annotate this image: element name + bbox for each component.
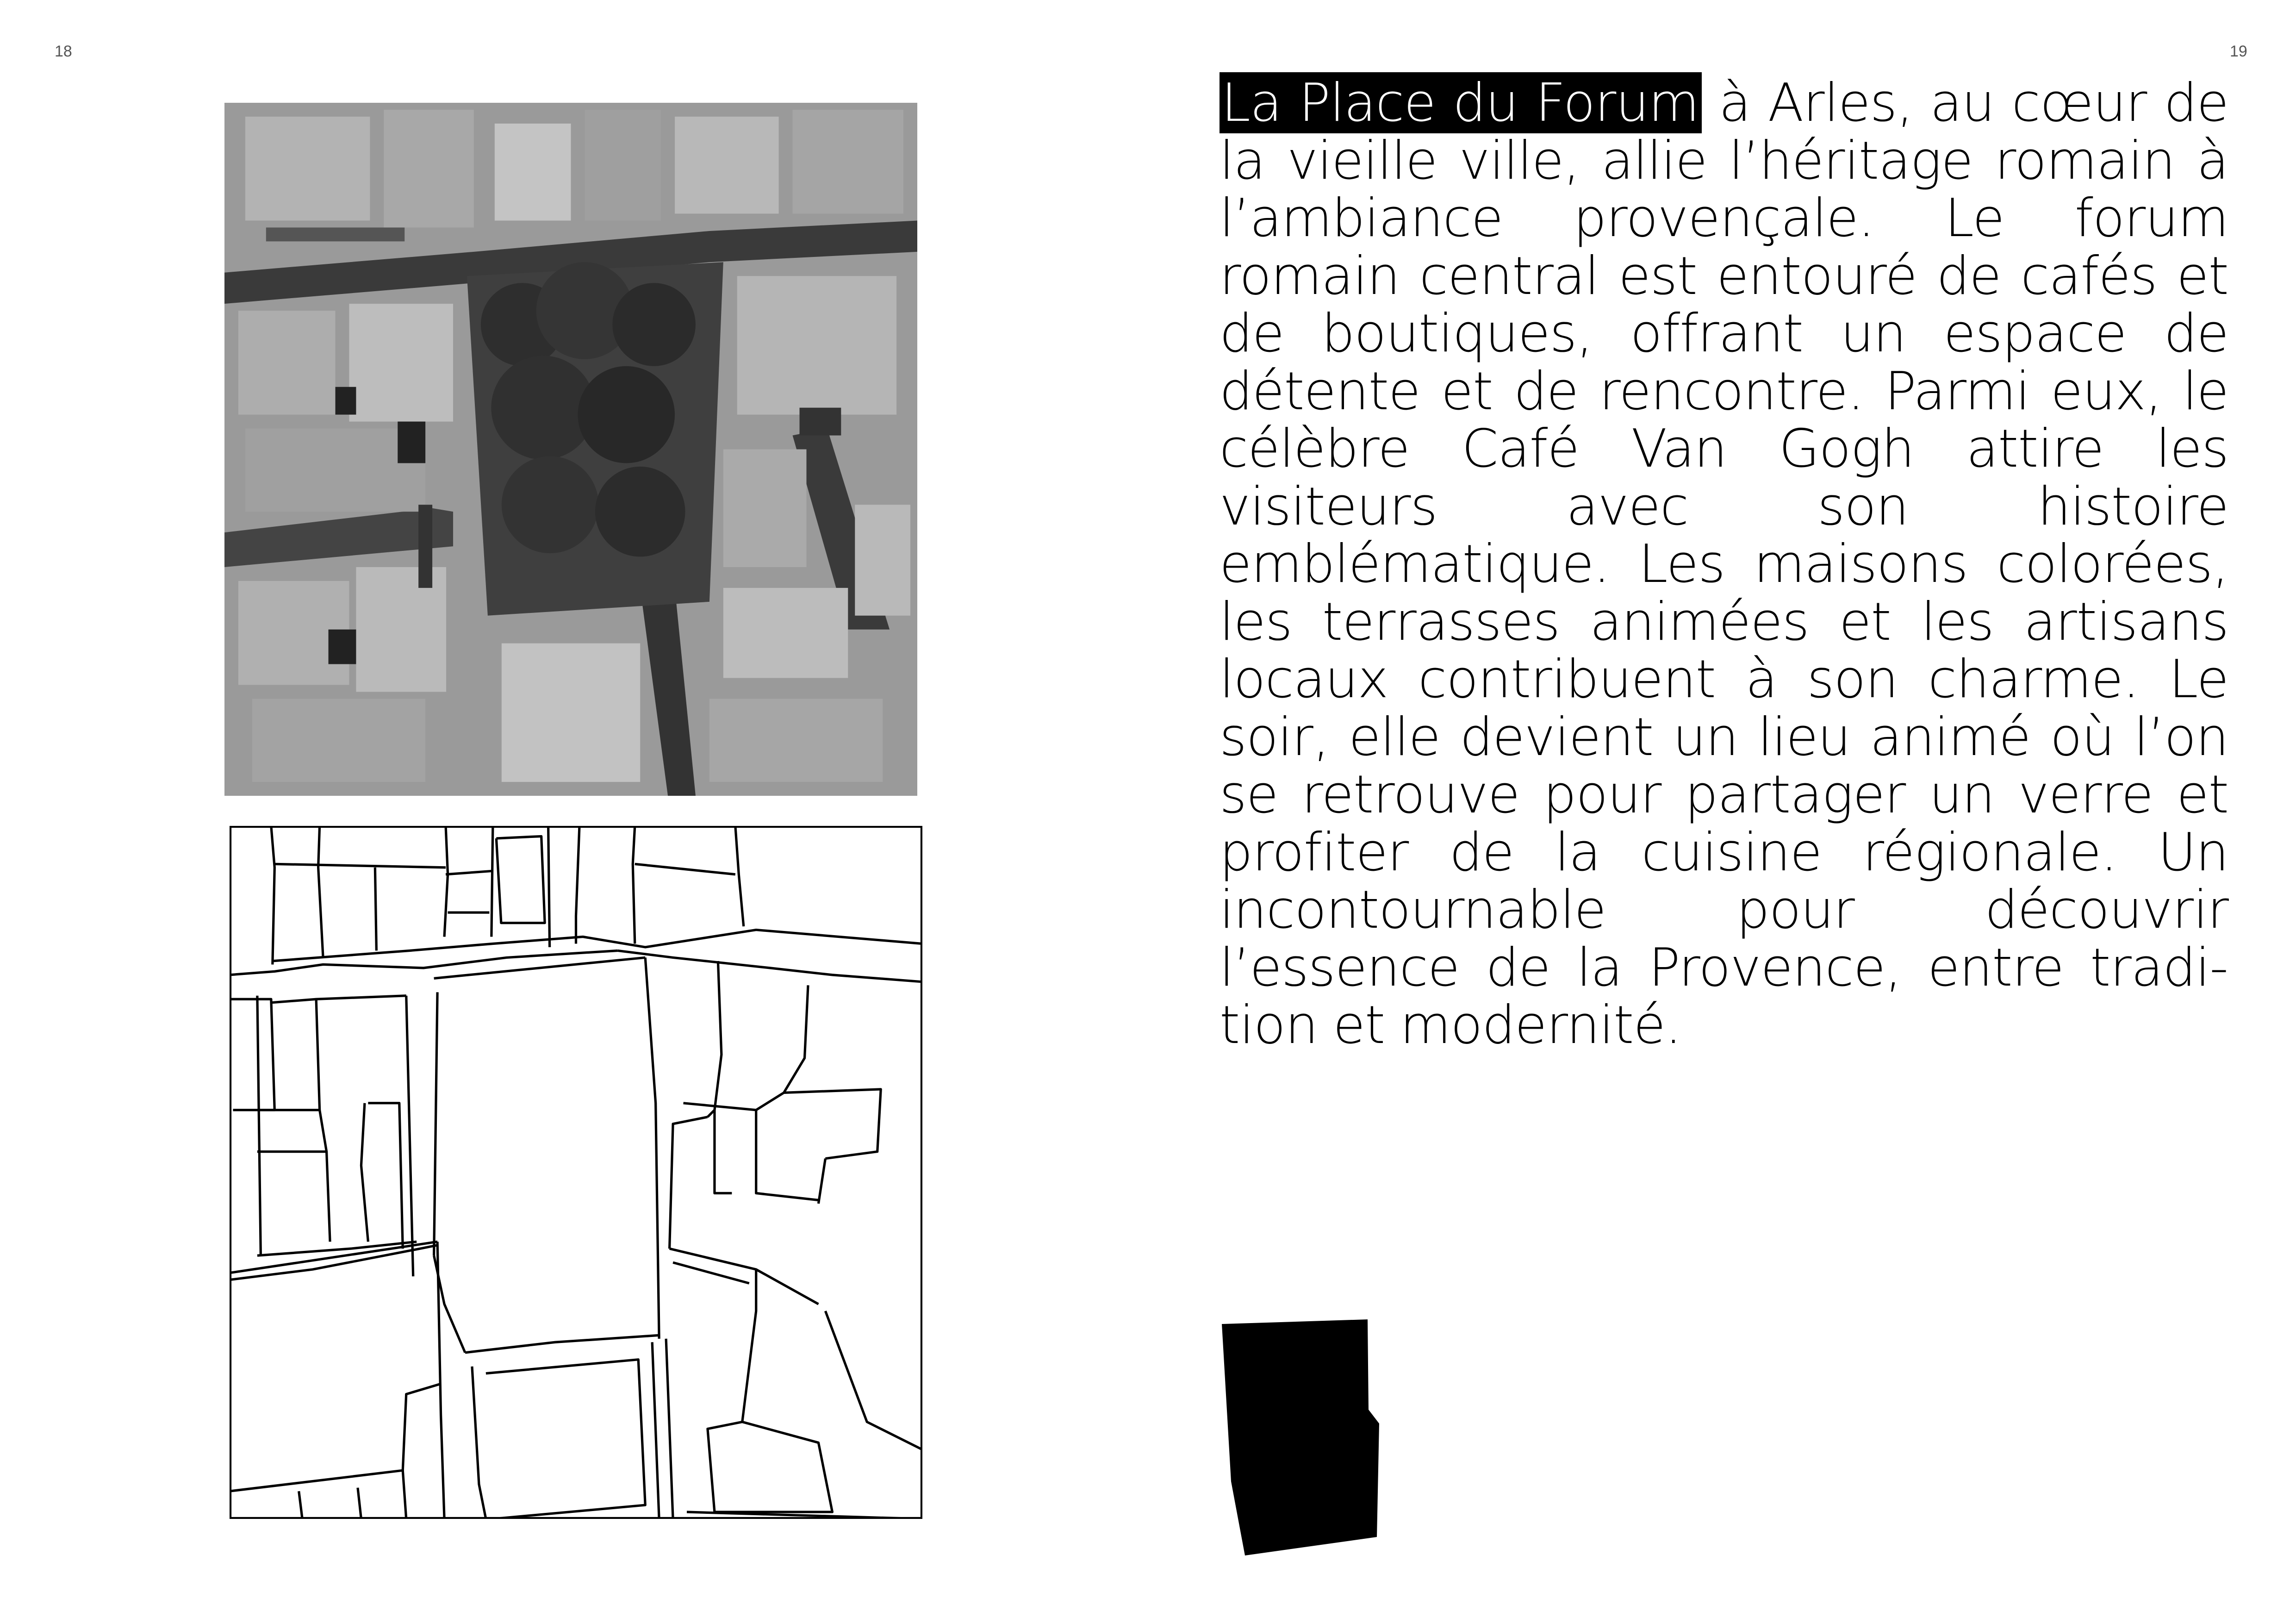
article-text: [1220, 74, 2228, 1054]
line-map: [230, 826, 922, 1519]
plan-silhouette-graphic: [1220, 1319, 1386, 1555]
left-page-number: 18: [55, 43, 72, 60]
aerial-photo-graphic: [224, 103, 917, 796]
line-map-graphic: [230, 826, 922, 1519]
body-text: à Arles, au cœur de la vieille ville, allie l’héritage romain à l’ambiance provençale. Le forum romain central est entouré de cafés et de boutiques, offrant un espace de détente et de rencontre. Parmi eux, le célèbre Café Van Gogh attire les visiteurs avec son histoire emblématique. Les maisons colorées, les terrasses animées et les artisans locaux contribuent à son charme. Le soir, elle devient un lieu animé où l’on se retrouve pour partager un verre et profiter de la cuisine régionale. Un incontournable pour découvrir l’essence de la Provence, entre tradition et modernité.: [1220, 72, 2228, 1056]
highlighted-title: La Place du Forum: [1220, 72, 1702, 133]
plan-silhouette: [1220, 1319, 1386, 1555]
aerial-photo: [224, 103, 917, 796]
right-page-number: 19: [2230, 43, 2247, 60]
